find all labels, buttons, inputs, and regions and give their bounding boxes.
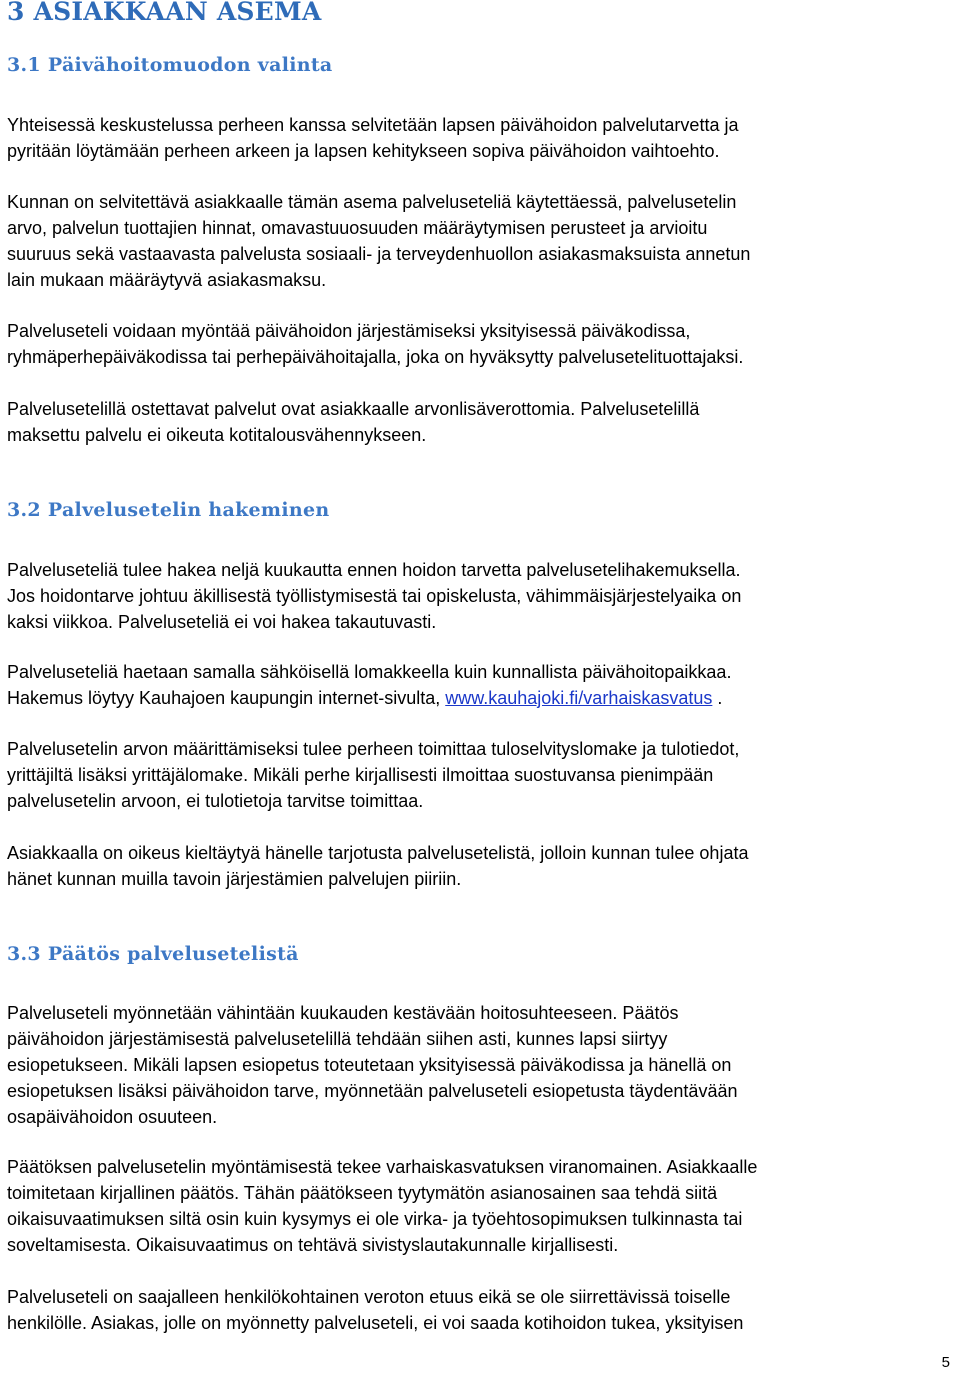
paragraph: [7, 840, 952, 892]
text-line: Palveluseteli myönnetään vähintään kuukauden kestävään hoitosuhteeseen. Päätös: [7, 1003, 679, 1023]
text-line: pyritään löytämään perheen arkeen ja lapsen kehitykseen sopiva päivähoidon vaihtoehto.: [7, 141, 720, 161]
section-heading-3-2: 3.2 Palvelusetelin hakeminen: [7, 499, 330, 521]
text-line: kaksi viikkoa. Palveluseteliä ei voi hakea takautuvasti.: [7, 612, 437, 632]
text-line: Palveluseteli voidaan myöntää päivähoidon järjestämiseksi yksityisessä päiväkodissa,: [7, 321, 691, 341]
text-line: Palveluseteli on saajalleen henkilökohtainen veroton etuus eikä se ole siirrettävissä toiselle: [7, 1287, 731, 1307]
paragraph: [7, 1000, 952, 1130]
text-line: arvo, palvelun tuottajien hinnat, omavastuuosuuden määräytymisen perusteet ja arvioitu: [7, 218, 708, 238]
paragraph: [7, 736, 952, 814]
text-line: suuruus sekä vastaavasta palvelusta sosiaali- ja terveydenhuollon asiakasmaksuista annetun: [7, 244, 751, 264]
text-line: oikaisuvaatimuksen siltä osin kuin kysymys ei ole virka- ja työehtosopimuksen tulkinnasta tai: [7, 1209, 743, 1229]
text-line: soveltamisesta. Oikaisuvaatimus on tehtävä sivistyslautakunnalle kirjallisesti.: [7, 1235, 619, 1255]
paragraph: [7, 189, 952, 293]
text-line: palvelusetelin arvoon, ei tulotietoja tarvitse toimittaa.: [7, 791, 424, 811]
text-line: henkilölle. Asiakas, jolle on myönnetty palveluseteli, ei voi saada kotihoidon tukea, yksityisen: [7, 1313, 744, 1333]
chapter-heading: 3 ASIAKKAAN ASEMA: [7, 0, 322, 26]
varhaiskasvatus-link[interactable]: www.kauhajoki.fi/varhaiskasvatus: [445, 688, 713, 708]
section-heading-3-3: 3.3 Päätös palvelusetelistä: [7, 943, 299, 965]
paragraph: [7, 396, 952, 448]
text-span: Hakemus löytyy Kauhajoen kaupungin internet-sivulta,: [7, 688, 446, 708]
text-line: esiopetukseen. Mikäli lapsen esiopetus toteutetaan yksityisessä päiväkodissa ja hänellä on: [7, 1055, 732, 1075]
text-line: [7, 685, 952, 711]
text-line: Palveluseteliä tulee hakea neljä kuukautta ennen hoidon tarvetta palvelusetelihakemuksella.: [7, 560, 741, 580]
text-line: päivähoidon järjestämisestä palvelusetelillä tehdään siihen asti, kunnes lapsi siirtyy: [7, 1029, 668, 1049]
text-line: Päätöksen palvelusetelin myöntämisestä tekee varhaiskasvatuksen viranomainen. Asiakkaalle: [7, 1157, 758, 1177]
text-line: Palveluseteliä haetaan samalla sähköisellä lomakkeella kuin kunnallista päivähoitopaikkaa.: [7, 662, 732, 682]
text-line: Asiakkaalla on oikeus kieltäytyä hänelle tarjotusta palvelusetelistä, jolloin kunnan tulee ohjata: [7, 843, 749, 863]
paragraph: [7, 1154, 952, 1258]
text-line: hänet kunnan muilla tavoin järjestämien palvelujen piiriin.: [7, 869, 462, 889]
paragraph: [7, 557, 952, 635]
text-span: .: [712, 688, 723, 708]
text-line: lain mukaan määräytyvä asiakasmaksu.: [7, 270, 327, 290]
paragraph: [7, 318, 952, 370]
text-line: Yhteisessä keskustelussa perheen kanssa selvitetään lapsen päivähoidon palvelutarvetta ja: [7, 115, 739, 135]
text-line: Palvelusetelillä ostettavat palvelut ovat asiakkaalle arvonlisäverottomia. Palvelusetelillä: [7, 399, 700, 419]
page-number: 5: [941, 1354, 950, 1371]
text-line: esiopetuksen lisäksi päivähoidon tarve, myönnetään palveluseteli esiopetusta täydentävään: [7, 1081, 738, 1101]
text-line: Jos hoidontarve johtuu äkillisestä työllistymisestä tai opiskelusta, vähimmäisjärjestelyaika on: [7, 586, 742, 606]
text-line: maksettu palvelu ei oikeuta kotitalousvähennykseen.: [7, 425, 427, 445]
text-line: Palvelusetelin arvon määrittämiseksi tulee perheen toimittaa tuloselvityslomake ja tulotiedot,: [7, 739, 740, 759]
paragraph: [7, 112, 952, 164]
text-line: osapäivähoidon osuuteen.: [7, 1107, 218, 1127]
section-heading-3-1: 3.1 Päivähoitomuodon valinta: [7, 54, 333, 76]
text-line: yrittäjiltä lisäksi yrittäjälomake. Mikäli perhe kirjallisesti ilmoittaa suostuvansa pienimpään: [7, 765, 714, 785]
text-line: ryhmäperhepäiväkodissa tai perhepäivähoitajalla, joka on hyväksytty palvelusetelituottajaksi.: [7, 347, 744, 367]
paragraph: [7, 659, 952, 711]
paragraph: [7, 1284, 952, 1336]
text-line: Kunnan on selvitettävä asiakkaalle tämän asema palveluseteliä käytettäessä, palvelusetelin: [7, 192, 737, 212]
text-line: toimitetaan kirjallinen päätös. Tähän päätökseen tyytymätön asianosainen saa tehdä siitä: [7, 1183, 718, 1203]
